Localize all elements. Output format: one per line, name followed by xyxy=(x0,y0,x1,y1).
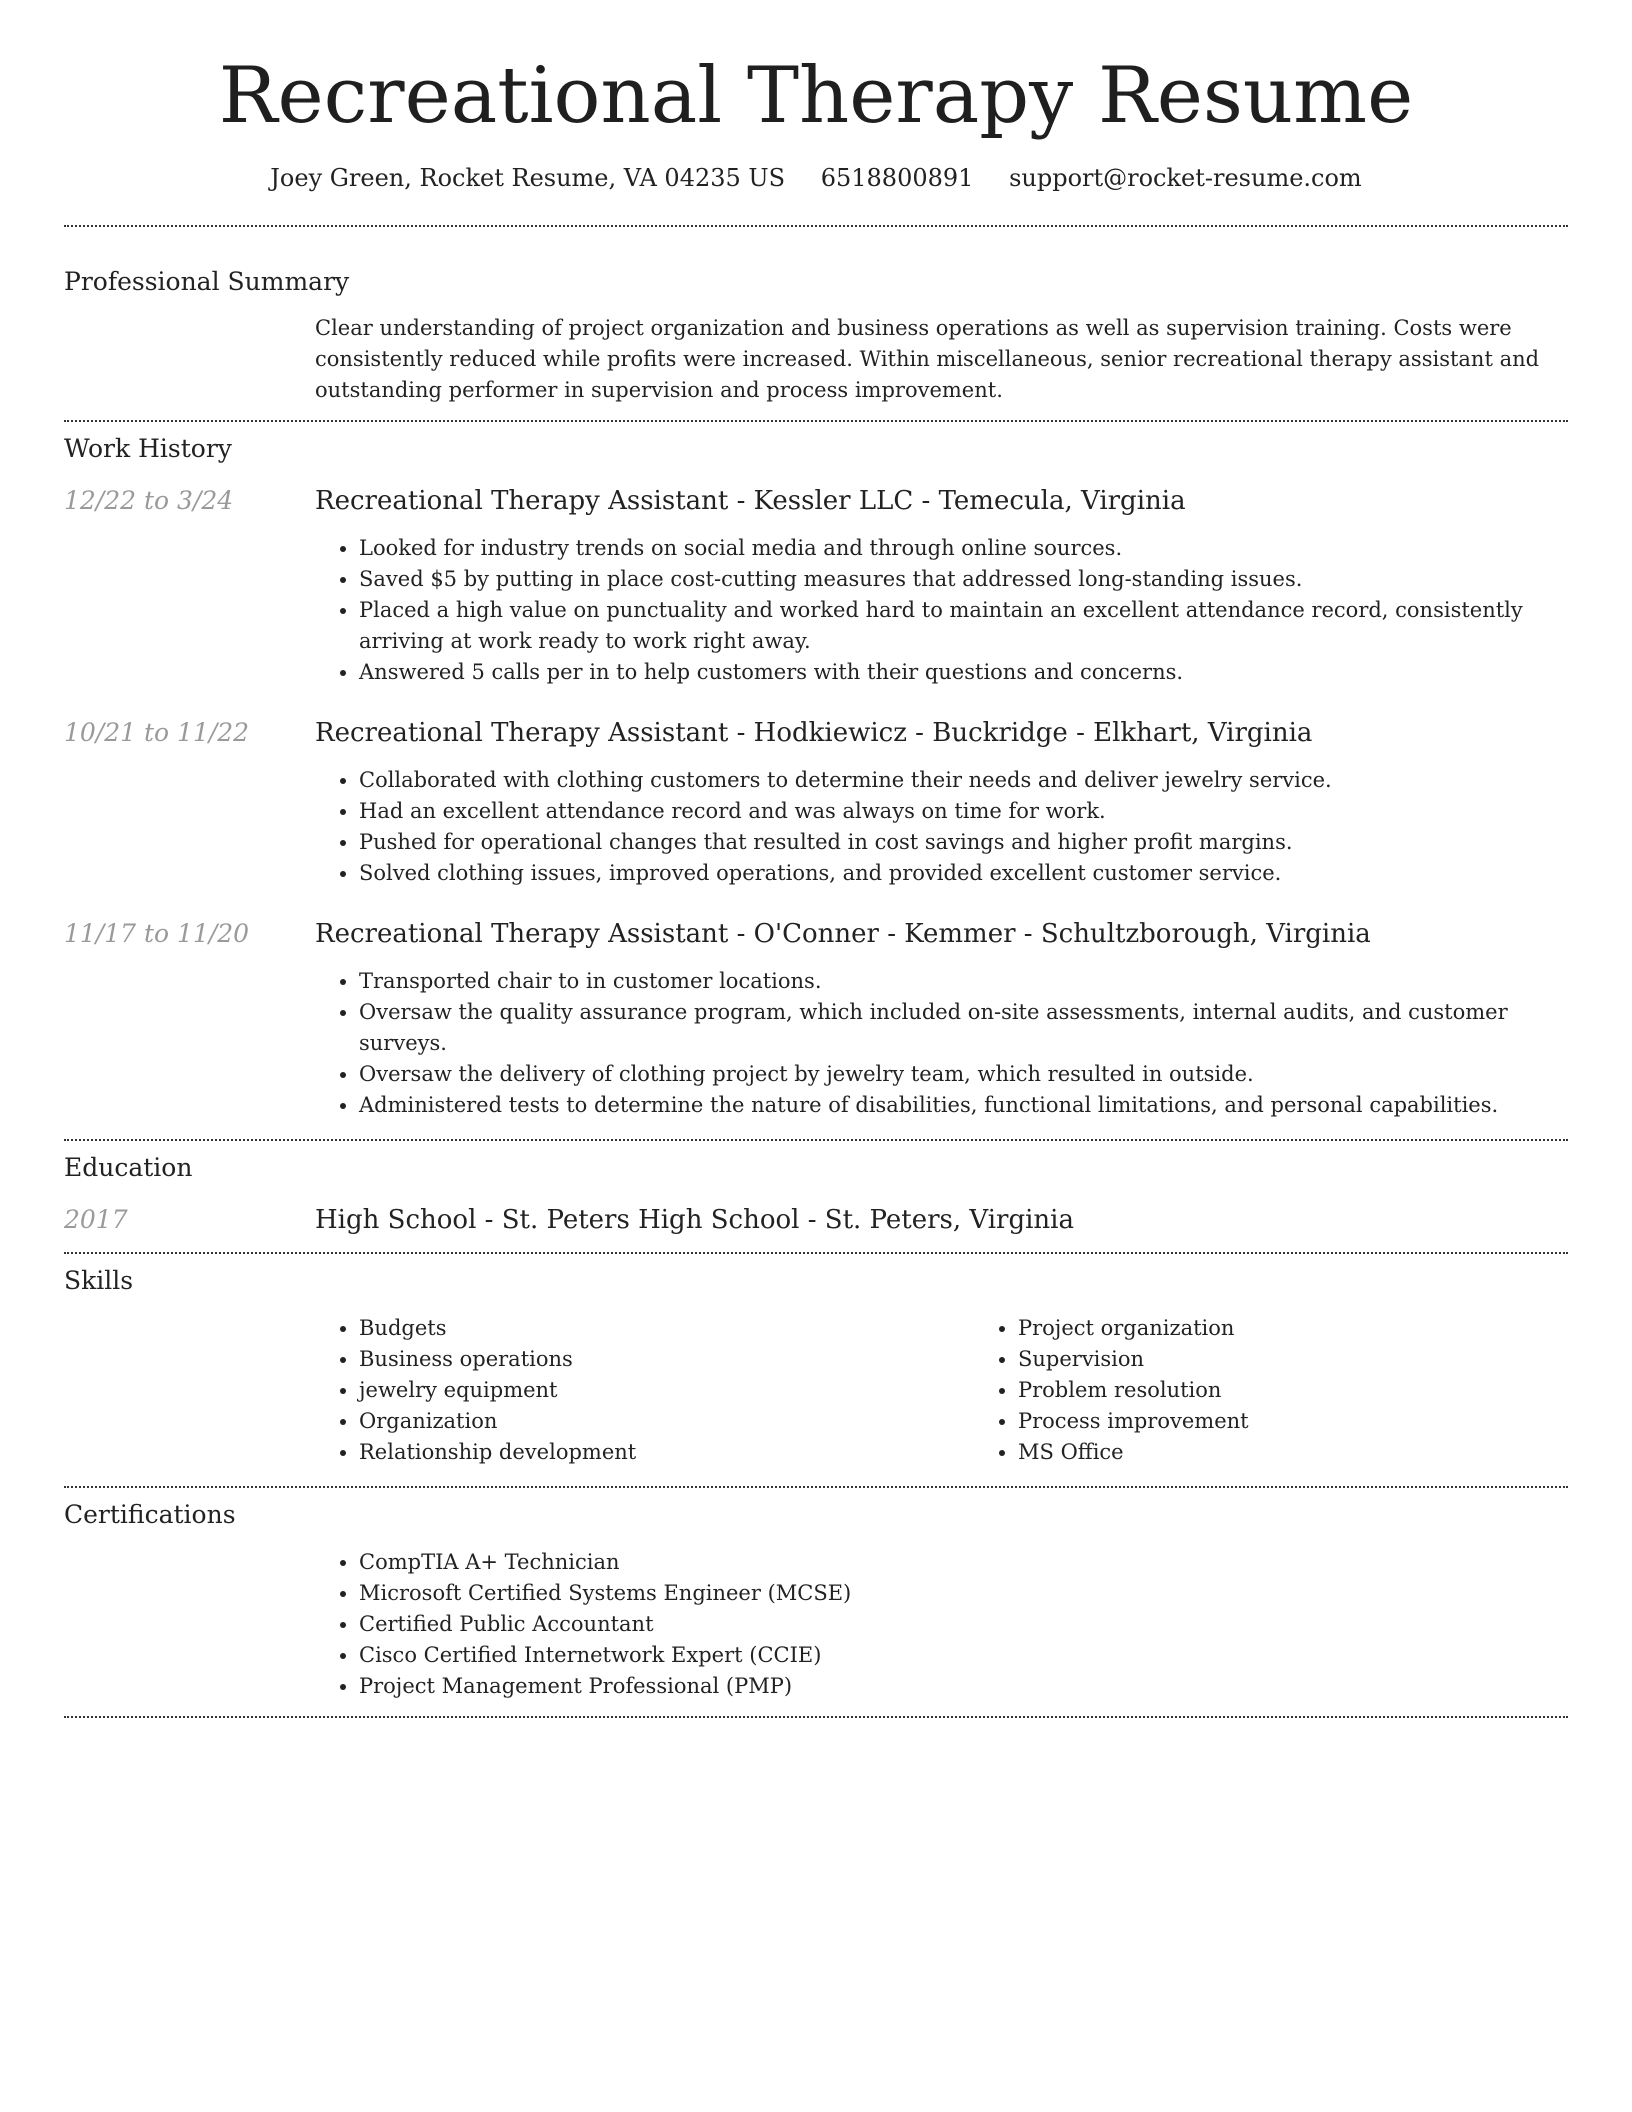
summary-text: Clear understanding of project organization and business operations as well as supervision training. Costs were consistently reduced while profits were increased. Within miscellaneous, senior recreational therapy assistant and outstanding performer in supervision and process improvement. xyxy=(315,315,1540,402)
skills-list-left xyxy=(315,1313,974,1468)
job-title: Recreational Therapy Assistant - Hodkiewicz - Buckridge - Elkhart, Virginia xyxy=(315,717,1313,748)
skill-item: • Budgets xyxy=(359,1313,974,1344)
education-details xyxy=(315,1205,1568,1236)
certifications-row xyxy=(64,1547,1568,1702)
resume-title: Recreational Therapy Resume xyxy=(218,51,1414,141)
divider xyxy=(64,420,1568,422)
job-entry xyxy=(64,718,1568,889)
job-entry xyxy=(64,486,1568,688)
job-details xyxy=(315,486,1568,688)
certification-item: • Cisco Certified Internetwork Expert (CCIE) xyxy=(359,1640,1568,1671)
divider xyxy=(64,1252,1568,1254)
job-bullets xyxy=(315,966,1568,1121)
skill-item: • Supervision xyxy=(1018,1344,1632,1375)
job-bullet: • Solved clothing issues, improved operations, and provided excellent customer service. xyxy=(359,858,1568,889)
education-title: High School - St. Peters High School - St. Peters, Virginia xyxy=(315,1204,1074,1235)
contact-phone: 6518800891 xyxy=(820,163,974,192)
job-bullets xyxy=(315,765,1568,889)
work-history-heading: Work History xyxy=(64,433,232,463)
job-title: Recreational Therapy Assistant - Kessler LLC - Temecula, Virginia xyxy=(315,485,1186,516)
certifications-list xyxy=(315,1547,1568,1702)
job-bullet: • Oversaw the quality assurance program, which included on-site assessments, internal audits, and customer surveys. xyxy=(359,997,1568,1059)
job-dates: 11/17 to 11/20 xyxy=(64,918,250,948)
divider xyxy=(64,1139,1568,1141)
summary-row xyxy=(64,313,1568,406)
contact-address: Joey Green, Rocket Resume, VA 04235 US xyxy=(270,163,786,192)
divider xyxy=(64,1486,1568,1488)
job-entry xyxy=(64,919,1568,1121)
resume-page xyxy=(64,0,1568,1718)
skill-item: • Process improvement xyxy=(1018,1406,1632,1437)
job-title: Recreational Therapy Assistant - O'Conner - Kemmer - Schultzborough, Virginia xyxy=(315,918,1371,949)
education-heading: Education xyxy=(64,1152,193,1182)
job-bullet: • Placed a high value on punctuality and worked hard to maintain an excellent attendance record, consistently arriving at work ready to work right away. xyxy=(359,595,1568,657)
skill-item: • Relationship development xyxy=(359,1437,974,1468)
skill-item: • Problem resolution xyxy=(1018,1375,1632,1406)
job-bullet: • Transported chair to in customer locations. xyxy=(359,966,1568,997)
job-bullet: • Saved $5 by putting in place cost-cutting measures that addressed long-standing issues. xyxy=(359,564,1568,595)
job-bullet: • Oversaw the delivery of clothing project by jewelry team, which resulted in outside. xyxy=(359,1059,1568,1090)
job-bullet: • Answered 5 calls per in to help customers with their questions and concerns. xyxy=(359,657,1568,688)
education-entry xyxy=(64,1205,1568,1236)
certifications-body xyxy=(315,1547,1568,1702)
work-history-section xyxy=(64,434,1568,1121)
job-details xyxy=(315,919,1568,1121)
contact-line xyxy=(64,164,1568,192)
divider xyxy=(64,1716,1568,1718)
education-section xyxy=(64,1153,1568,1236)
divider xyxy=(64,225,1568,227)
certification-item: • Microsoft Certified Systems Engineer (MCSE) xyxy=(359,1578,1568,1609)
job-bullet: • Had an excellent attendance record and was always on time for work. xyxy=(359,796,1568,827)
contact-email: support@rocket-resume.com xyxy=(1009,163,1362,192)
job-bullets xyxy=(315,533,1568,688)
certification-item: • Certified Public Accountant xyxy=(359,1609,1568,1640)
skills-section xyxy=(64,1266,1568,1468)
skills-heading: Skills xyxy=(64,1265,134,1295)
skill-item: • Business operations xyxy=(359,1344,974,1375)
skill-item: • Organization xyxy=(359,1406,974,1437)
job-dates: 12/22 to 3/24 xyxy=(64,485,234,515)
skills-grid xyxy=(315,1313,1632,1468)
job-details xyxy=(315,718,1568,889)
job-dates: 10/21 to 11/22 xyxy=(64,717,250,747)
job-bullet: • Collaborated with clothing customers to determine their needs and deliver jewelry service. xyxy=(359,765,1568,796)
certifications-section xyxy=(64,1500,1568,1702)
summary-section xyxy=(64,267,1568,406)
skills-list-right xyxy=(974,1313,1632,1468)
skill-item: • Project organization xyxy=(1018,1313,1632,1344)
skill-item: • jewelry equipment xyxy=(359,1375,974,1406)
summary-heading: Professional Summary xyxy=(64,266,350,296)
certification-item: • Project Management Professional (PMP) xyxy=(359,1671,1568,1702)
education-year: 2017 xyxy=(64,1204,128,1234)
certification-item: • CompTIA A+ Technician xyxy=(359,1547,1568,1578)
skill-item: • MS Office xyxy=(1018,1437,1632,1468)
job-bullet: • Administered tests to determine the nature of disabilities, functional limitations, and personal capabilities. xyxy=(359,1090,1568,1121)
certifications-heading: Certifications xyxy=(64,1499,236,1529)
job-bullet: • Looked for industry trends on social media and through online sources. xyxy=(359,533,1568,564)
skills-row xyxy=(64,1313,1568,1468)
job-bullet: • Pushed for operational changes that resulted in cost savings and higher profit margins. xyxy=(359,827,1568,858)
